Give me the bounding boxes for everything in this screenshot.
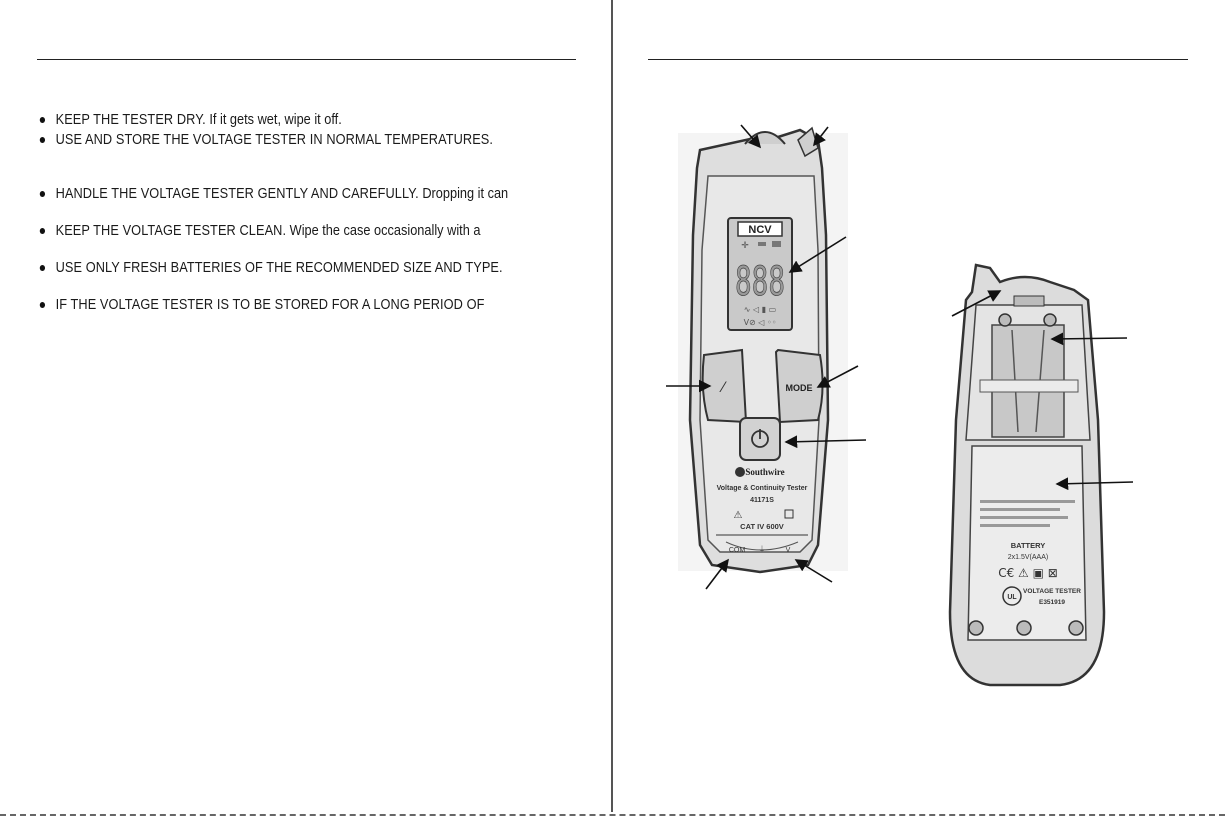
care-item: KEEP THE TESTER DRY. If it gets wet, wipe it off. (38, 111, 531, 129)
svg-text:C€ ⚠ ▣ ⊠: C€ ⚠ ▣ ⊠ (998, 566, 1058, 580)
svg-text:V⊘ ◁ ◦◦: V⊘ ◁ ◦◦ (743, 318, 777, 327)
battery-title: BATTERY (1010, 541, 1046, 550)
brand-name: Southwire (745, 467, 785, 477)
tester-back-view (950, 265, 1133, 685)
svg-text:∿ ◁ ▮ ▭: ∿ ◁ ▮ ▭ (743, 305, 777, 314)
listing-code: E351919 (1038, 599, 1066, 606)
care-item: HANDLE THE VOLTAGE TESTER GENTLY AND CAREFULLY. Dropping it can (38, 185, 531, 203)
v-jack-label: V (785, 547, 791, 554)
lcd-mode-text: NCV (748, 224, 772, 236)
mode-button-label: MODE (785, 383, 813, 393)
screw (969, 621, 983, 635)
brand-logo (735, 467, 745, 477)
lcd-digits: 888 (735, 259, 785, 305)
care-item: USE ONLY FRESH BATTERIES OF THE RECOMMENDED SIZE AND TYPE. (38, 259, 531, 277)
battery-spec: 2x1.5V(AAA) (1007, 554, 1049, 561)
svg-text:⚠: ⚠ (733, 510, 743, 521)
product-name: Voltage & Continuity Tester (716, 485, 808, 492)
screw (1069, 621, 1083, 635)
cat-rating: CAT IV 600V (740, 522, 784, 531)
com-jack-label: COM (728, 547, 746, 554)
screw (999, 314, 1011, 326)
svg-text:UL: UL (1007, 594, 1017, 601)
svg-text:⏚: ⏚ (758, 545, 766, 554)
flashlight-icon: ⁄ (721, 380, 725, 396)
tester-front-view (666, 125, 866, 589)
care-item: IF THE VOLTAGE TESTER IS TO BE STORED FOR A LONG PERIOD OF (38, 296, 531, 314)
screw (1017, 621, 1031, 635)
listing-text: VOLTAGE TESTER (1023, 588, 1081, 595)
care-item: KEEP THE VOLTAGE TESTER CLEAN. Wipe the case occasionally with a (38, 222, 531, 240)
svg-text:✛: ✛ (741, 241, 749, 251)
care-item: USE AND STORE THE VOLTAGE TESTER IN NORMAL TEMPERATURES. (38, 131, 531, 149)
product-model: 41171S (750, 497, 774, 504)
screw (1044, 314, 1056, 326)
callout-battery-door (1052, 338, 1127, 339)
